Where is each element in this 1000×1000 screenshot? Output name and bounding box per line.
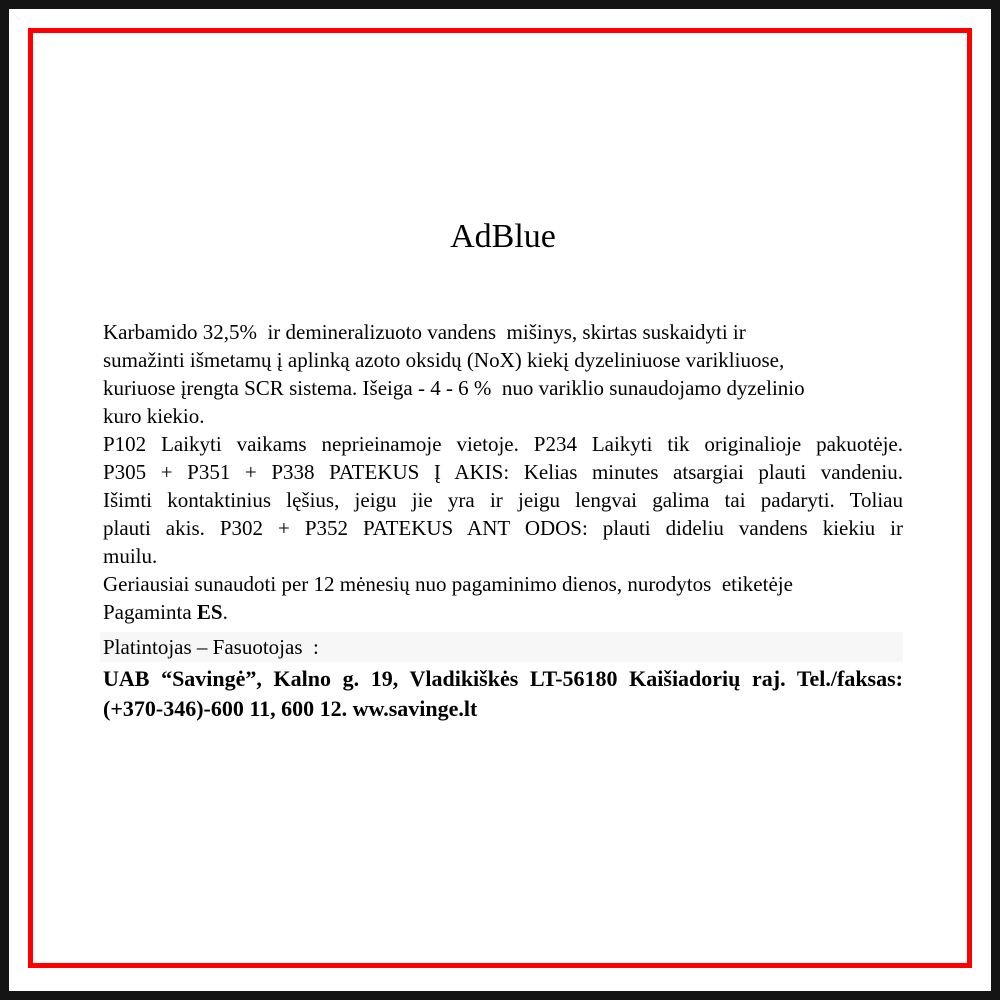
- label-body-text: [103, 318, 903, 626]
- precaution-line: P305 + P351 + P338 PATEKUS Į AKIS: Kelias minutes atsargiai plauti vandeniu.: [103, 460, 903, 484]
- distributor-details: [103, 664, 903, 724]
- precaution-line: Išimti kontaktinius lęšius, jeigu jie yra ir jeigu lengvai galima tai padaryti. Toliau: [103, 488, 903, 512]
- distributor-heading: Platintojas – Fasuotojas :: [100, 632, 903, 662]
- distributor-section: [103, 632, 903, 724]
- description-line: kuriuose įrengta SCR sistema. Išeiga - 4 - 6 % nuo variklio sunaudojamo dyzelinio: [103, 376, 805, 400]
- made-in-line: [103, 598, 903, 626]
- precaution-line: P102 Laikyti vaikams neprieinamoje vietoje. P234 Laikyti tik originalioje pakuotėje.: [103, 432, 903, 456]
- shelf-life-line: Geriausiai sunaudoti per 12 mėnesių nuo pagaminimo dienos, nurodytos etiketėje: [103, 572, 793, 596]
- description-line: Karbamido 32,5% ir demineralizuoto vandens mišinys, skirtas suskaidyti ir: [103, 320, 746, 344]
- product-title: AdBlue: [450, 218, 556, 255]
- made-in-period: .: [222, 600, 228, 624]
- made-in-region: ES: [196, 600, 223, 624]
- precaution-line: muilu.: [103, 544, 158, 568]
- distributor-contact-line: (+370-346)-600 11, 600 12. ww.savinge.lt: [103, 696, 478, 721]
- distributor-address-line: UAB “Savingė”, Kalno g. 19, Vladikiškės LT-56180 Kaišiadorių raj. Tel./faksas:: [103, 666, 903, 691]
- precaution-line: plauti akis. P302 + P352 PATEKUS ANT ODOS: plauti dideliu vandens kiekiu ir: [103, 516, 903, 540]
- made-in-prefix: Pagaminta: [103, 600, 197, 624]
- description-line: kuro kiekio.: [103, 404, 205, 428]
- description-line: sumažinti išmetamų į aplinką azoto oksidų (NoX) kiekį dyzeliniuose varikliuose,: [103, 348, 785, 372]
